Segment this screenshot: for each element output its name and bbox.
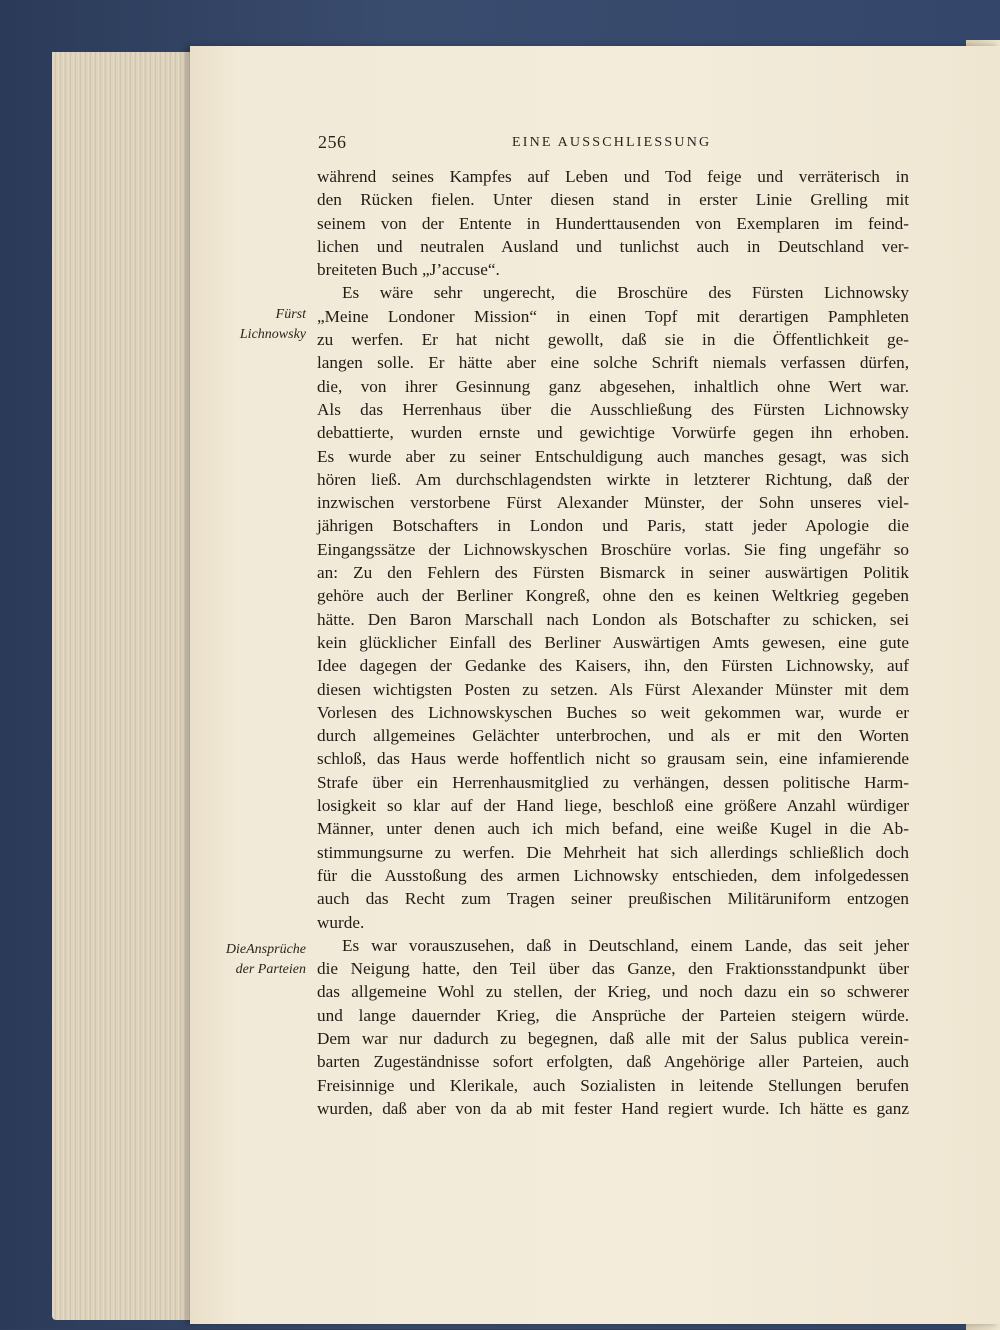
text-line: diesen wichtigsten Posten zu setzen. Als Fürst Alexander Münster mit dem xyxy=(317,679,909,699)
text-line: debattierte, wurden ernste und gewichtige Vorwürfe gegen ihn erhoben. xyxy=(317,423,909,443)
text-line: lichen und neutralen Ausland und tunlichst auch in Deutschland ver- xyxy=(317,236,909,256)
text-line: das allgemeine Wohl zu stellen, der Krieg, und noch dazu ein so schwerer xyxy=(317,982,909,1002)
text-line: an: Zu den Fehlern des Fürsten Bismarck in seiner auswärtigen Politik xyxy=(317,563,909,583)
text-line: Idee dagegen der Gedanke des Kaisers, ihn, den Fürsten Lichnowsky, auf xyxy=(317,656,909,676)
text-line: Es wäre sehr ungerecht, die Broschüre des Fürsten Lichnowsky xyxy=(342,283,909,303)
text-line: stimmungsurne zu werfen. Die Mehrheit hat sich allerdings schließlich doch xyxy=(317,842,909,862)
text-line: die Neigung hatte, den Teil über das Ganze, den Fraktionsstandpunkt über xyxy=(317,959,909,979)
text-line: losigkeit so klar auf der Hand liege, beschloß eine größere Anzahl würdiger xyxy=(317,796,909,816)
margin-note-line: Fürst xyxy=(275,307,306,322)
text-line: Männer, unter denen auch ich mich befand, eine weiße Kugel in die Ab- xyxy=(317,819,909,839)
margin-note-lichnowsky xyxy=(196,305,306,345)
text-line: Es war vorauszusehen, daß in Deutschland, einem Lande, das seit jeher xyxy=(342,935,909,955)
text-line: breiteten Buch „J’accuse“. xyxy=(317,260,500,280)
text-line: auch das Recht zum Tragen seiner preußischen Militäruniform entzogen xyxy=(317,889,909,909)
margin-note-line: DieAnsprüche xyxy=(225,942,306,957)
margin-note-line: Lichnowsky xyxy=(239,327,306,342)
text-line: jährigen Botschafters in London und Paris, statt jeder Apologie die xyxy=(317,516,909,536)
text-line: zu werfen. Er hat nicht gewollt, daß sie in die Öffentlichkeit ge- xyxy=(317,330,909,350)
text-line: den Rücken fielen. Unter diesen stand in erster Linie Grelling mit xyxy=(317,190,909,210)
text-line: Als das Herrenhaus über die Ausschließung des Fürsten Lichnowsky xyxy=(317,399,909,419)
text-line: die, von ihrer Gesinnung ganz abgesehen, inhaltlich ohne Wert war. xyxy=(317,376,909,396)
text-line: und lange dauernder Krieg, die Ansprüche der Parteien steigern würde. xyxy=(317,1005,909,1025)
text-line: hören ließ. Am durchschlagendsten wirkte in letzterer Richtung, daß der xyxy=(317,469,909,489)
text-line: gehöre auch der Berliner Kongreß, ohne den es keinen Weltkrieg gegeben xyxy=(317,586,909,606)
text-line: Vorlesen des Lichnowskyschen Buches so weit gekommen war, wurde er xyxy=(317,702,909,722)
text-line: langen solle. Er hätte aber eine solche Schrift niemals verfassen dürfen, xyxy=(317,353,909,373)
text-line: Freisinnige und Klerikale, auch Sozialisten in leitende Stellungen berufen xyxy=(317,1075,909,1095)
margin-note-line: der Parteien xyxy=(235,962,306,977)
text-line: für die Ausstoßung des armen Lichnowsky entschieden, dem infolgedessen xyxy=(317,865,909,885)
page-header xyxy=(318,132,908,158)
text-line: barten Zugeständnisse sofort erfolgten, daß Angehörige aller Parteien, auch xyxy=(317,1052,909,1072)
text-line: seinem von der Entente in Hunderttausenden von Exemplaren im feind- xyxy=(317,213,909,233)
text-line: Strafe über ein Herrenhausmitglied zu verhängen, dessen politische Harm- xyxy=(317,772,909,792)
body-text xyxy=(317,165,909,1120)
margin-note-parteien xyxy=(196,940,306,980)
text-line: „Meine Londoner Mission“ in einen Topf mit derartigen Pamphleten xyxy=(317,306,909,326)
text-line: Eingangssätze der Lichnowskyschen Broschüre vorlas. Sie fing ungefähr so xyxy=(317,539,909,559)
page-edges xyxy=(52,52,202,1320)
text-line: während seines Kampfes auf Leben und Tod feige und verräterisch in xyxy=(317,167,909,186)
text-line: inzwischen verstorbene Fürst Alexander Münster, der Sohn unseres viel- xyxy=(317,493,909,513)
text-line: hätte. Den Baron Marschall nach London als Botschafter zu schicken, sei xyxy=(317,609,909,629)
text-line: wurde. xyxy=(317,912,365,932)
text-line: Dem war nur dadurch zu begegnen, daß alle mit der Salus publica verein- xyxy=(317,1028,909,1048)
text-line: durch allgemeines Gelächter unterbrochen, und als er mit den Worten xyxy=(317,726,909,746)
running-head: EINE AUSSCHLIESSUNG xyxy=(512,135,712,150)
page-number: 256 xyxy=(318,132,347,152)
text-line: wurden, daß aber von da ab mit fester Hand regiert wurde. Ich hätte es ganz xyxy=(317,1098,909,1118)
text-line: kein glücklicher Einfall des Berliner Auswärtigen Amts gewesen, eine gute xyxy=(317,632,909,652)
text-line: schloß, das Haus werde hoffentlich nicht so grausam sein, eine infamierende xyxy=(317,749,909,769)
text-line: Es wurde aber zu seiner Entschuldigung auch manches gesagt, was sich xyxy=(317,446,909,466)
